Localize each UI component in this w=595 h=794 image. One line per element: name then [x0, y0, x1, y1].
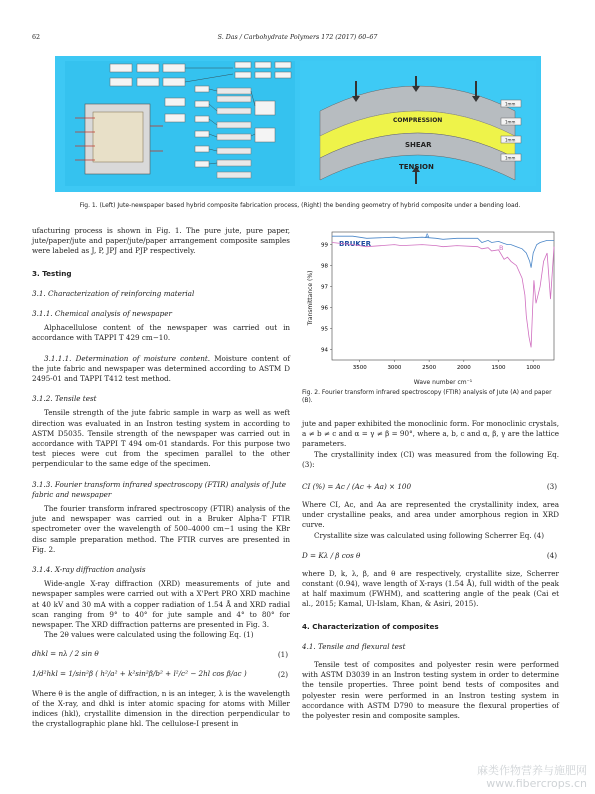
paragraph: jute and paper exhibited the monoclinic form. For monoclinic crystals, a ≠ b ≠ c and α = γ ≠ β = 90°, where a, b, c and α, β, γ are the lattice parameters.	[302, 419, 559, 449]
subsection-heading: 3.1.1. Chemical analysis of newspaper	[32, 309, 172, 319]
watermark-line-1: 麻类作物营养与施肥网	[477, 764, 587, 777]
figure-2-caption: Fig. 2. Fourier transform infrared spectroscopy (FTIR) analysis of Jute (A) and paper (B).	[302, 389, 552, 404]
subsection-heading: 4.1. Tensile and flexural test	[302, 641, 406, 651]
figure-1-graphic	[55, 56, 541, 192]
paragraph: Crystallite size was calculated using following Scherrer Eq. (4)	[314, 530, 545, 540]
equation-body: 1/d²hkl = 1/sin²β ( h²/a² + k²sin²β/b² + l²/c² − 2hl cos β/ac )	[32, 668, 247, 678]
equation-number: (3)	[546, 482, 557, 492]
x-tick-label: 2500	[422, 365, 437, 371]
paragraph: Where CI, Ac, and Aa are represented the crystallinity index, area under crystalline peaks, and area under amorphous region in XRD curve.	[302, 500, 559, 530]
running-header	[32, 34, 563, 46]
subsection-heading: 3.1.3. Fourier transform infrared spectroscopy (FTIR) analysis of Jute fabric and newspaper	[32, 479, 287, 499]
subsection-heading: 3.1. Characterization of reinforcing material	[32, 288, 195, 298]
paragraph: The crystallinity index (CI) was measured from the following Eq. (3):	[302, 449, 559, 469]
y-tick-label: 94	[321, 347, 328, 354]
x-axis-label: Wave number cm⁻¹	[413, 379, 473, 386]
equation-number: (4)	[546, 550, 557, 560]
inline-heading: 3.1.1.1. Determination of moisture content.	[44, 353, 211, 363]
x-tick-label: 3000	[387, 365, 402, 371]
equation-body: dhkl = nλ / 2 sin θ	[32, 648, 99, 658]
x-tick-label: 1000	[526, 365, 541, 371]
equation-3	[302, 474, 559, 500]
paragraph: Tensile test of composites and polyester resin were performed with ASTM D3039 in an Instron testing system in order to determine the tensile properties. Three point bend tests of composites and polyester resin were performed in an Instron testing system in accordance with ASTM D790 to measure the flexural properties of the polyester resin and composite samples.	[302, 660, 559, 721]
bending-geometry	[300, 61, 536, 186]
paragraph: Tensile strength of the jute fabric sample in warp as well as weft direction was evaluated in an Instron testing system in according to ASTM D5035. Tensile strength of the newspaper was carried out in accordance with TAPPI T 494 om-01 standards. For this purpose two test pieces were cut from the specimen parallel to the other perpendicular to the same edge of the specimen.	[32, 408, 290, 469]
y-tick-label: 98	[321, 263, 328, 270]
watermark-line-2: www.fibercrops.cn	[486, 777, 587, 790]
equation-2	[32, 665, 290, 689]
figure-1-caption: Fig. 1. (Left) Jute-newspaper based hybrid composite fabrication process, (Right) the bending geometry of hybrid composite under a bending load.	[79, 202, 521, 209]
left-column	[32, 226, 290, 729]
x-tick-label: 2000	[456, 365, 471, 371]
x-tick-label: 3500	[352, 365, 367, 371]
paragraph: Where θ is the angle of diffraction, n is an integer, λ is the wavelength of the X-ray, and dhkl is inter atomic spacing for atoms with Miller indices (hkl), crystallite dimension in the direction perpendicular to the crystallographic plane hkl. The cellulose-I present in	[32, 688, 290, 729]
paragraph: The 2θ values were calculated using the following Eq. (1)	[44, 630, 254, 640]
equation-1	[32, 645, 290, 665]
plot-frame	[332, 232, 554, 360]
y-tick-label: 96	[321, 305, 328, 312]
watermark	[477, 764, 587, 790]
y-tick-label: 95	[321, 326, 328, 333]
section-heading: 3. Testing	[32, 268, 72, 278]
equation-number: (2)	[277, 669, 288, 679]
series-b-label: B	[499, 244, 504, 252]
journal-citation: S. Das / Carbohydrate Polymers 172 (2017) 60–67	[217, 34, 378, 41]
right-column	[302, 419, 559, 721]
equation-body: CI (%) = Ac / (Ac + Aa) × 100	[302, 482, 412, 492]
paragraph: The fourier transform infrared spectroscopy (FTIR) analysis of the jute and newspaper was carried out in a Bruker Alpha-T FTIR spectrometer over the wavelength of 500–4000 cm−1 using the KBr disc sample preparation method. The FTIR curves are presented in Fig. 2.	[32, 504, 290, 554]
compression-label: COMPRESSION	[393, 117, 443, 124]
subsection-heading: 3.1.4. X-ray diffraction analysis	[32, 565, 146, 575]
x-tick-label: 1500	[491, 365, 506, 371]
equation-number: (1)	[277, 649, 288, 659]
y-tick-label: 99	[321, 242, 328, 249]
paragraph: Wide-angle X-ray diffraction (XRD) measurements of jute and newspaper samples were carried out with a X'Pert PRO XRD machine at 40 kV and 30 mA with a copper radiation of 1.54 Å and XRD radial scan ranging from 9° to 40° for jute sample and 4° to 80° for newspaper. The XRD diffraction patterns are presented in Fig. 3.	[32, 579, 290, 630]
figure-1	[55, 56, 541, 192]
dim-label-4: 1mm	[505, 155, 516, 161]
page-number: 62	[32, 34, 41, 41]
shear-label: SHEAR	[405, 141, 432, 149]
paragraph: Moisture content of the jute fabric and newspaper was determined according to ASTM D 2495-01 and TAPPI T412 test method.	[32, 353, 290, 384]
y-tick-label: 97	[321, 284, 328, 291]
series-a-label: A	[425, 232, 430, 240]
equation-4	[302, 545, 559, 569]
paragraph: ufacturing process is shown in Fig. 1. The pure jute, pure paper, jute/paper/jute and paper/jute/paper arrangement composite samples were labeled as J, P, JPJ and PJP respectively.	[32, 226, 290, 256]
tension-label: TENSION	[399, 163, 434, 171]
equation-body: D = Kλ / β cos θ	[302, 550, 361, 560]
dim-label-3: 1mm	[505, 137, 516, 143]
section-heading: 4. Characterization of composites	[302, 621, 439, 631]
dim-label-2: 1mm	[505, 119, 516, 125]
dim-label-1: 1mm	[505, 101, 516, 107]
fabrication-schematic	[65, 61, 295, 186]
figure-2	[302, 228, 559, 388]
paragraph: where D, k, λ, β, and θ are respectively, crystallite size, Scherrer constant (0.94), wave length of X-rays (1.54 Å), full width of the peak at half maximum (FWHM), and scattering angle of the peak (Cai et al., 2015; Kamal, Ul-Islam, Khan, & Asiri, 2015).	[302, 568, 559, 609]
y-axis-label: Transmittance (%)	[307, 270, 314, 326]
ftir-chart	[302, 228, 559, 388]
paragraph: Alphacellulose content of the newspaper was carried out in accordance with TAPPI T 429 cm−10.	[32, 323, 290, 343]
subsection-heading: 3.1.2. Tensile test	[32, 394, 97, 404]
bruker-logo: BRUKER	[339, 240, 372, 248]
